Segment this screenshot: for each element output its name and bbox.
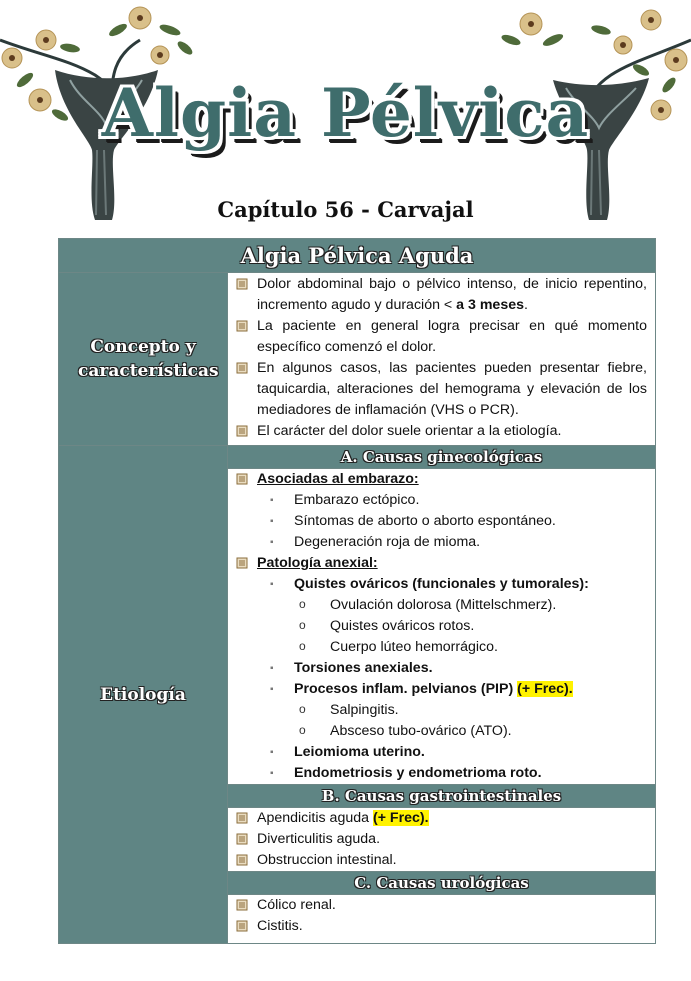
list-item: Obstruccion intestinal. (228, 850, 655, 871)
list-item: ▪ Embarazo ectópico. (257, 490, 655, 511)
frequency-highlight: (+ Frec). (517, 681, 573, 697)
scroll-bullet-icon (236, 899, 248, 911)
scroll-bullet-icon (236, 278, 248, 290)
table-row-concepto (59, 273, 655, 446)
scroll-bullet-icon (236, 320, 248, 332)
scroll-bullet-icon (236, 425, 248, 437)
list-item: o Quistes ováricos rotos. (294, 616, 655, 637)
table-row-etiologia (59, 446, 655, 943)
page-title: Algia Pélvica (101, 74, 590, 152)
list-item: Diverticulitis aguda. (228, 829, 655, 850)
section-heading-ginecologicas: A. Causas ginecológicas (228, 446, 655, 469)
list-item: Patología anexial: ▪ Quistes ováricos (funcionales y tumorales): o Ovulación dolorosa (Mittelschmerz). o Quistes ováricos rotos. o Cuerpo lúteo hemorrágico. ▪ Torsiones anexiales. ▪ Procesos inflam. pelvianos (PIP) (+ Frec). o Salpingitis. o Absceso tubo-ovárico (ATO). ▪ Leiomioma uterino. ▪ Endometriosis y endometrioma roto. (228, 553, 655, 784)
section-heading-urologicas: C. Causas urológicas (228, 871, 655, 895)
list-item: ▪ Degeneración roja de mioma. (257, 532, 655, 553)
list-item: o Absceso tubo-ovárico (ATO). (294, 721, 655, 742)
scroll-bullet-icon (236, 854, 248, 866)
list-item: Cistitis. (228, 916, 655, 937)
list-item: La paciente en general logra precisar en qué momento específico comenzó el dolor. (228, 316, 655, 358)
content-table (58, 238, 656, 944)
frequency-highlight: (+ Frec). (372, 810, 429, 826)
section-heading-gastrointestinales: B. Causas gastrointestinales (228, 784, 655, 808)
scroll-bullet-icon (236, 473, 248, 485)
list-item: Apendicitis aguda (+ Frec). (228, 808, 655, 829)
list-item: ▪ Síntomas de aborto o aborto espontáneo. (257, 511, 655, 532)
row-label-concepto: Concepto y características (59, 273, 228, 445)
list-item: ▪ Leiomioma uterino. (257, 742, 655, 763)
scroll-bullet-icon (236, 920, 248, 932)
list-item: En algunos casos, las pacientes pueden presentar fiebre, taquicardia, alteraciones del hemograma y elevación de los mediadores de inflamación (VHS o PCR). (228, 358, 655, 421)
chapter-subtitle: Capítulo 56 - Carvajal (217, 197, 474, 222)
list-item: ▪ Torsiones anexiales. (257, 658, 655, 679)
scroll-bullet-icon (236, 812, 248, 824)
list-item: Asociadas al embarazo: ▪ Embarazo ectópico. ▪ Síntomas de aborto o aborto espontáneo. ▪ Degeneración roja de mioma. (228, 469, 655, 553)
list-item: ▪ Procesos inflam. pelvianos (PIP) (+ Frec). o Salpingitis. o Absceso tubo-ovárico (ATO). (257, 679, 655, 742)
list-item: ▪ Endometriosis y endometrioma roto. (257, 763, 655, 784)
list-item: Dolor abdominal bajo o pélvico intenso, de inicio repentino, incremento agudo y duración < a 3 meses. (228, 274, 655, 316)
scroll-bullet-icon (236, 557, 248, 569)
list-item: o Cuerpo lúteo hemorrágico. (294, 637, 655, 658)
row-label-etiologia: Etiología (59, 446, 228, 943)
row-body-concepto (228, 273, 655, 445)
list-item: ▪ Quistes ováricos (funcionales y tumorales): o Ovulación dolorosa (Mittelschmerz). o Quistes ováricos rotos. o Cuerpo lúteo hemorrágico. (257, 574, 655, 658)
scroll-bullet-icon (236, 362, 248, 374)
list-item: o Salpingitis. (294, 700, 655, 721)
header (0, 0, 691, 232)
list-item: o Ovulación dolorosa (Mittelschmerz). (294, 595, 655, 616)
scroll-bullet-icon (236, 833, 248, 845)
list-item: Cólico renal. (228, 895, 655, 916)
table-title: Algia Pélvica Aguda (59, 239, 655, 273)
row-body-etiologia (228, 446, 655, 943)
list-item: El carácter del dolor suele orientar a la etiología. (228, 421, 655, 442)
